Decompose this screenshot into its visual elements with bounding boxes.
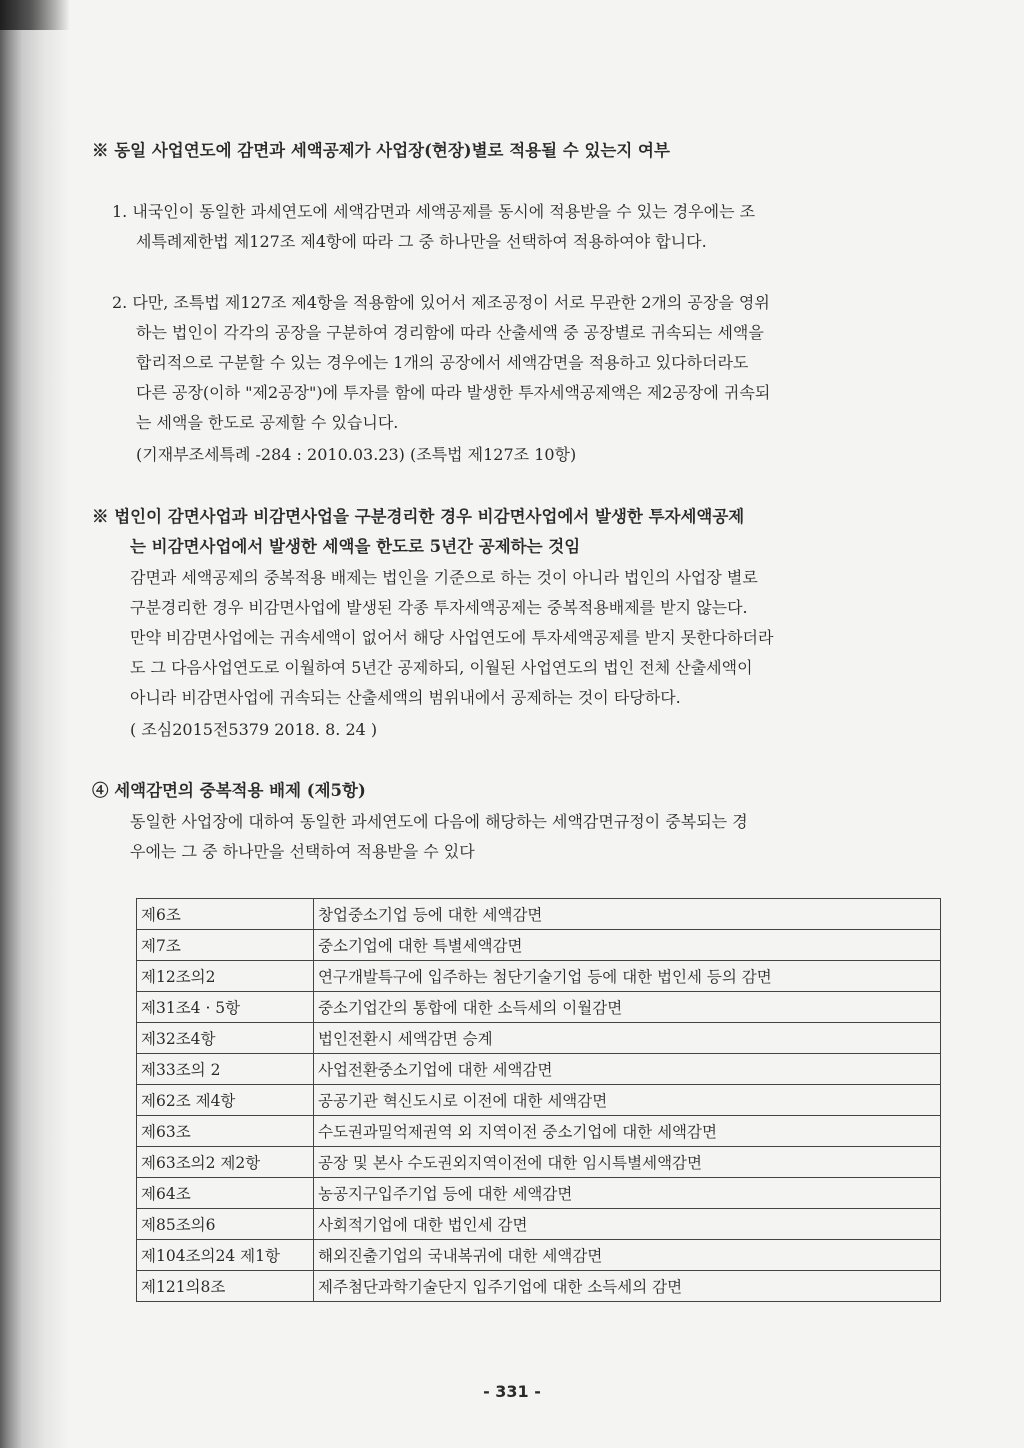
- note2-body-line2: 구분경리한 경우 비감면사업에 발생된 각종 투자세액공제는 중복적용배제를 받지 않는다.: [130, 598, 748, 617]
- table-row: [137, 930, 941, 961]
- description-cell: 법인전환시 세액감면 승계: [314, 1023, 941, 1054]
- note1-item1-line1: 1. 내국인이 동일한 과세연도에 세액감면과 세액공제를 동시에 적용받을 수 있는 경우에는 조: [112, 202, 756, 221]
- note2-body-line5: 아니라 비감면사업에 귀속되는 산출세액의 범위내에서 공제하는 것이 타당하다.: [130, 688, 681, 707]
- description-cell: 수도권과밀억제권역 외 지역이전 중소기업에 대한 세액감면: [314, 1116, 941, 1147]
- table-row: [137, 1023, 941, 1054]
- table-row: [137, 899, 941, 930]
- table-row: [137, 1085, 941, 1116]
- description-cell: 중소기업에 대한 특별세액감면: [314, 930, 941, 961]
- table-row: [137, 1116, 941, 1147]
- table-row: [137, 1054, 941, 1085]
- table-row: [137, 1209, 941, 1240]
- note2-body-line4: 도 그 다음사업연도로 이월하여 5년간 공제하되, 이월된 사업연도의 법인 전체 산출세액이: [130, 658, 753, 677]
- page-number: - 331 -: [483, 1382, 541, 1401]
- note2-reference: ( 조심2015전5379 2018. 8. 24 ): [130, 720, 378, 739]
- description-cell: 공장 및 본사 수도권외지역이전에 대한 임시특별세액감면: [314, 1147, 941, 1178]
- description-cell: 연구개발특구에 입주하는 첨단기술기업 등에 대한 법인세 등의 감면: [314, 961, 941, 992]
- table-row: [137, 1147, 941, 1178]
- article-cell: 제32조4항: [137, 1023, 314, 1054]
- article-cell: 제104조의24 제1항: [137, 1240, 314, 1271]
- description-cell: 농공지구입주기업 등에 대한 세액감면: [314, 1178, 941, 1209]
- table-row: [137, 1240, 941, 1271]
- description-cell: 제주첨단과학기술단지 입주기업에 대한 소득세의 감면: [314, 1271, 941, 1302]
- article-cell: 제6조: [137, 899, 314, 930]
- section4-body-line2: 우에는 그 중 하나만을 선택하여 적용받을 수 있다: [130, 842, 475, 861]
- article-cell: 제85조의6: [137, 1209, 314, 1240]
- note1-item1-line2: 세특례제한법 제127조 제4항에 따라 그 중 하나만을 선택하여 적용하여야 합니다.: [136, 232, 707, 251]
- note2-body-line3: 만약 비감면사업에는 귀속세액이 없어서 해당 사업연도에 투자세액공제를 받지 못한다하더라: [130, 628, 774, 647]
- note1-item2-line1: 2. 다만, 조특법 제127조 제4항을 적용함에 있어서 제조공정이 서로 무관한 2개의 공장을 영위: [112, 293, 770, 312]
- article-cell: 제64조: [137, 1178, 314, 1209]
- article-cell: 제33조의 2: [137, 1054, 314, 1085]
- article-cell: 제63조의2 제2항: [137, 1147, 314, 1178]
- description-cell: 사업전환중소기업에 대한 세액감면: [314, 1054, 941, 1085]
- note2-title-line2: 는 비감면사업에서 발생한 세액을 한도로 5년간 공제하는 것임: [130, 537, 581, 556]
- note1-title: ※ 동일 사업연도에 감면과 세액공제가 사업장(현장)별로 적용될 수 있는지 여부: [92, 141, 670, 160]
- description-cell: 해외진출기업의 국내복귀에 대한 세액감면: [314, 1240, 941, 1271]
- note2-title-line1: ※ 법인이 감면사업과 비감면사업을 구분경리한 경우 비감면사업에서 발생한 투자세액공제: [92, 507, 745, 526]
- section4-body-line1: 동일한 사업장에 대하여 동일한 과세연도에 다음에 해당하는 세액감면규정이 중복되는 경: [130, 812, 748, 831]
- table-row: [137, 1271, 941, 1302]
- article-cell: 제121의8조: [137, 1271, 314, 1302]
- note1-item2-line5: 는 세액을 한도로 공제할 수 있습니다.: [136, 413, 399, 432]
- note2-body-line1: 감면과 세액공제의 중복적용 배제는 법인을 기준으로 하는 것이 아니라 법인의 사업장 별로: [130, 568, 758, 587]
- exemption-table: [136, 898, 941, 1302]
- article-cell: 제12조의2: [137, 961, 314, 992]
- description-cell: 사회적기업에 대한 법인세 감면: [314, 1209, 941, 1240]
- article-cell: 제63조: [137, 1116, 314, 1147]
- section4-title: ④ 세액감면의 중복적용 배제 (제5항): [92, 781, 366, 800]
- note1-item2-line3: 합리적으로 구분할 수 있는 경우에는 1개의 공장에서 세액감면을 적용하고 있다하더라도: [136, 353, 749, 372]
- article-cell: 제62조 제4항: [137, 1085, 314, 1116]
- note1-item2-line4: 다른 공장(이하 "제2공장")에 투자를 함에 따라 발생한 투자세액공제액은 제2공장에 귀속되: [136, 383, 771, 402]
- table-row: [137, 1178, 941, 1209]
- article-cell: 제7조: [137, 930, 314, 961]
- note1-reference: (기재부조세특례 -284 : 2010.03.23) (조특법 제127조 10항): [136, 445, 577, 464]
- article-cell: 제31조4 · 5항: [137, 992, 314, 1023]
- note1-item2-line2: 하는 법인이 각각의 공장을 구분하여 경리함에 따라 산출세액 중 공장별로 귀속되는 세액을: [136, 323, 764, 342]
- table-row: [137, 992, 941, 1023]
- description-cell: 창업중소기업 등에 대한 세액감면: [314, 899, 941, 930]
- description-cell: 중소기업간의 통합에 대한 소득세의 이월감면: [314, 992, 941, 1023]
- table-row: [137, 961, 941, 992]
- description-cell: 공공기관 혁신도시로 이전에 대한 세액감면: [314, 1085, 941, 1116]
